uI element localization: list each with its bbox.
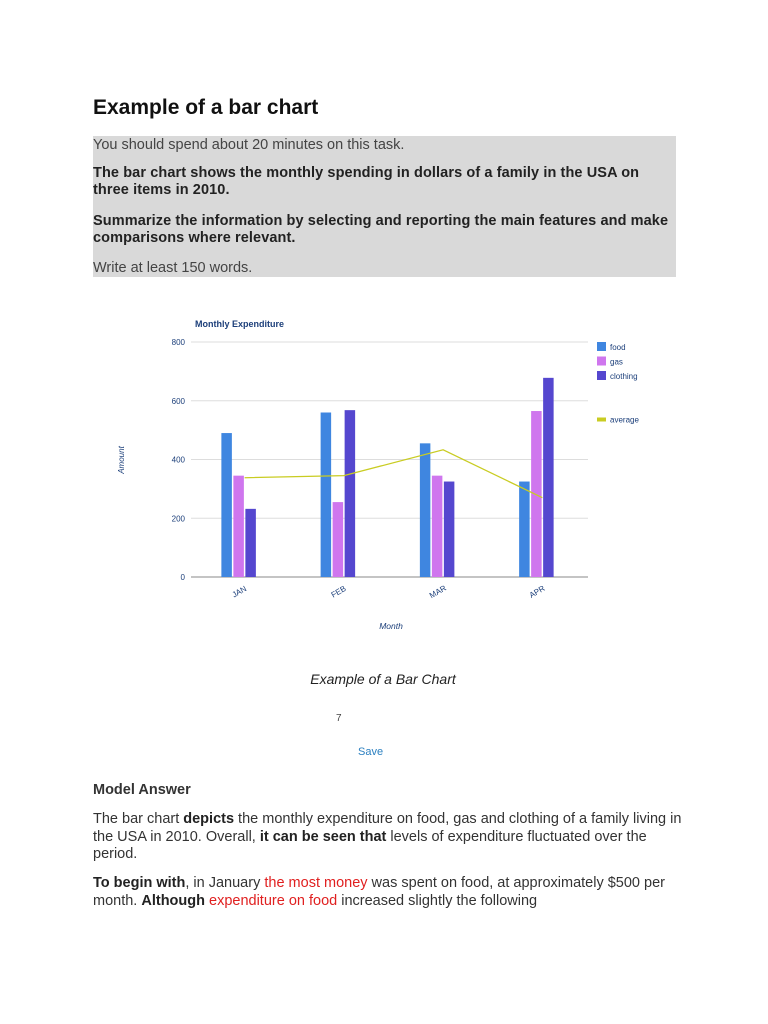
chart-bar-clothing [245,509,256,577]
chart-xtick-label: APR [527,583,547,600]
chart-title: Monthly Expenditure [195,319,285,329]
model-answer-heading: Model Answer [93,782,191,798]
task-summarize-instruction: Summarize the information by selecting and reporting the main features and make comparisons where relevant. [93,213,669,246]
chart-bar-gas [432,476,443,577]
chart-xtick-label: JAN [230,584,249,600]
chart-bar-food [321,413,332,578]
task-word-count: Write at least 150 words. [93,260,253,276]
legend-swatch-gas [597,357,606,366]
legend-label-gas: gas [610,357,623,367]
legend-swatch-food [597,342,606,351]
chart-bar-food [519,482,530,577]
legend-label-food: food [610,343,626,352]
chart-ylabel: Amount [117,446,126,474]
chart-bar-food [420,443,431,577]
chart-ytick-label: 400 [171,455,185,465]
chart-bar-gas [233,476,244,577]
chart-ytick-label: 200 [171,514,185,524]
chart-xlabel: Month [379,621,403,631]
legend-swatch-clothing [597,371,606,380]
chart-xtick-label: FEB [329,584,348,600]
legend-swatch-average [597,418,606,422]
task-box [93,136,676,277]
chart-bar-clothing [444,482,455,577]
save-link[interactable]: Save [358,746,384,758]
legend-label-average: average [610,415,639,425]
task-chart-description: The bar chart shows the monthly spending in dollars of a family in the USA on three items in 2010. [93,165,640,198]
answer-paragraph-1: The bar chart depicts the monthly expenditure on food, gas and clothing of a family living in the USA in 2010. Overall, it can be seen that levels of expenditure fluctuated over the period. [93,811,682,862]
page-title: Example of a bar chart [93,96,319,119]
chart-ytick-label: 600 [171,396,185,406]
figure-caption: Example of a Bar Chart [310,671,456,687]
chart-legend [597,342,639,425]
chart-bar-clothing [345,410,356,577]
legend-label-clothing: clothing [610,372,638,381]
chart-bar-gas [531,411,542,577]
chart-ytick-label: 800 [171,338,185,347]
chart-bar-clothing [543,378,554,577]
bar-chart [100,305,660,640]
chart-line-average [245,450,543,498]
chart-labels [117,319,547,631]
chart-bar-gas [333,502,344,577]
chart-xtick-label: MAR [427,583,448,601]
chart-ytick-label: 0 [180,573,185,582]
vote-count: 7 [336,713,342,724]
chart-average-line [245,450,543,498]
task-time-instruction: You should spend about 20 minutes on this task. [93,137,405,153]
answer-paragraph-2: To begin with, in January the most money was spent on food, at approximately $500 per month. Although expenditure on food increased slightly the following [93,875,665,909]
chart-bar-food [221,433,232,577]
